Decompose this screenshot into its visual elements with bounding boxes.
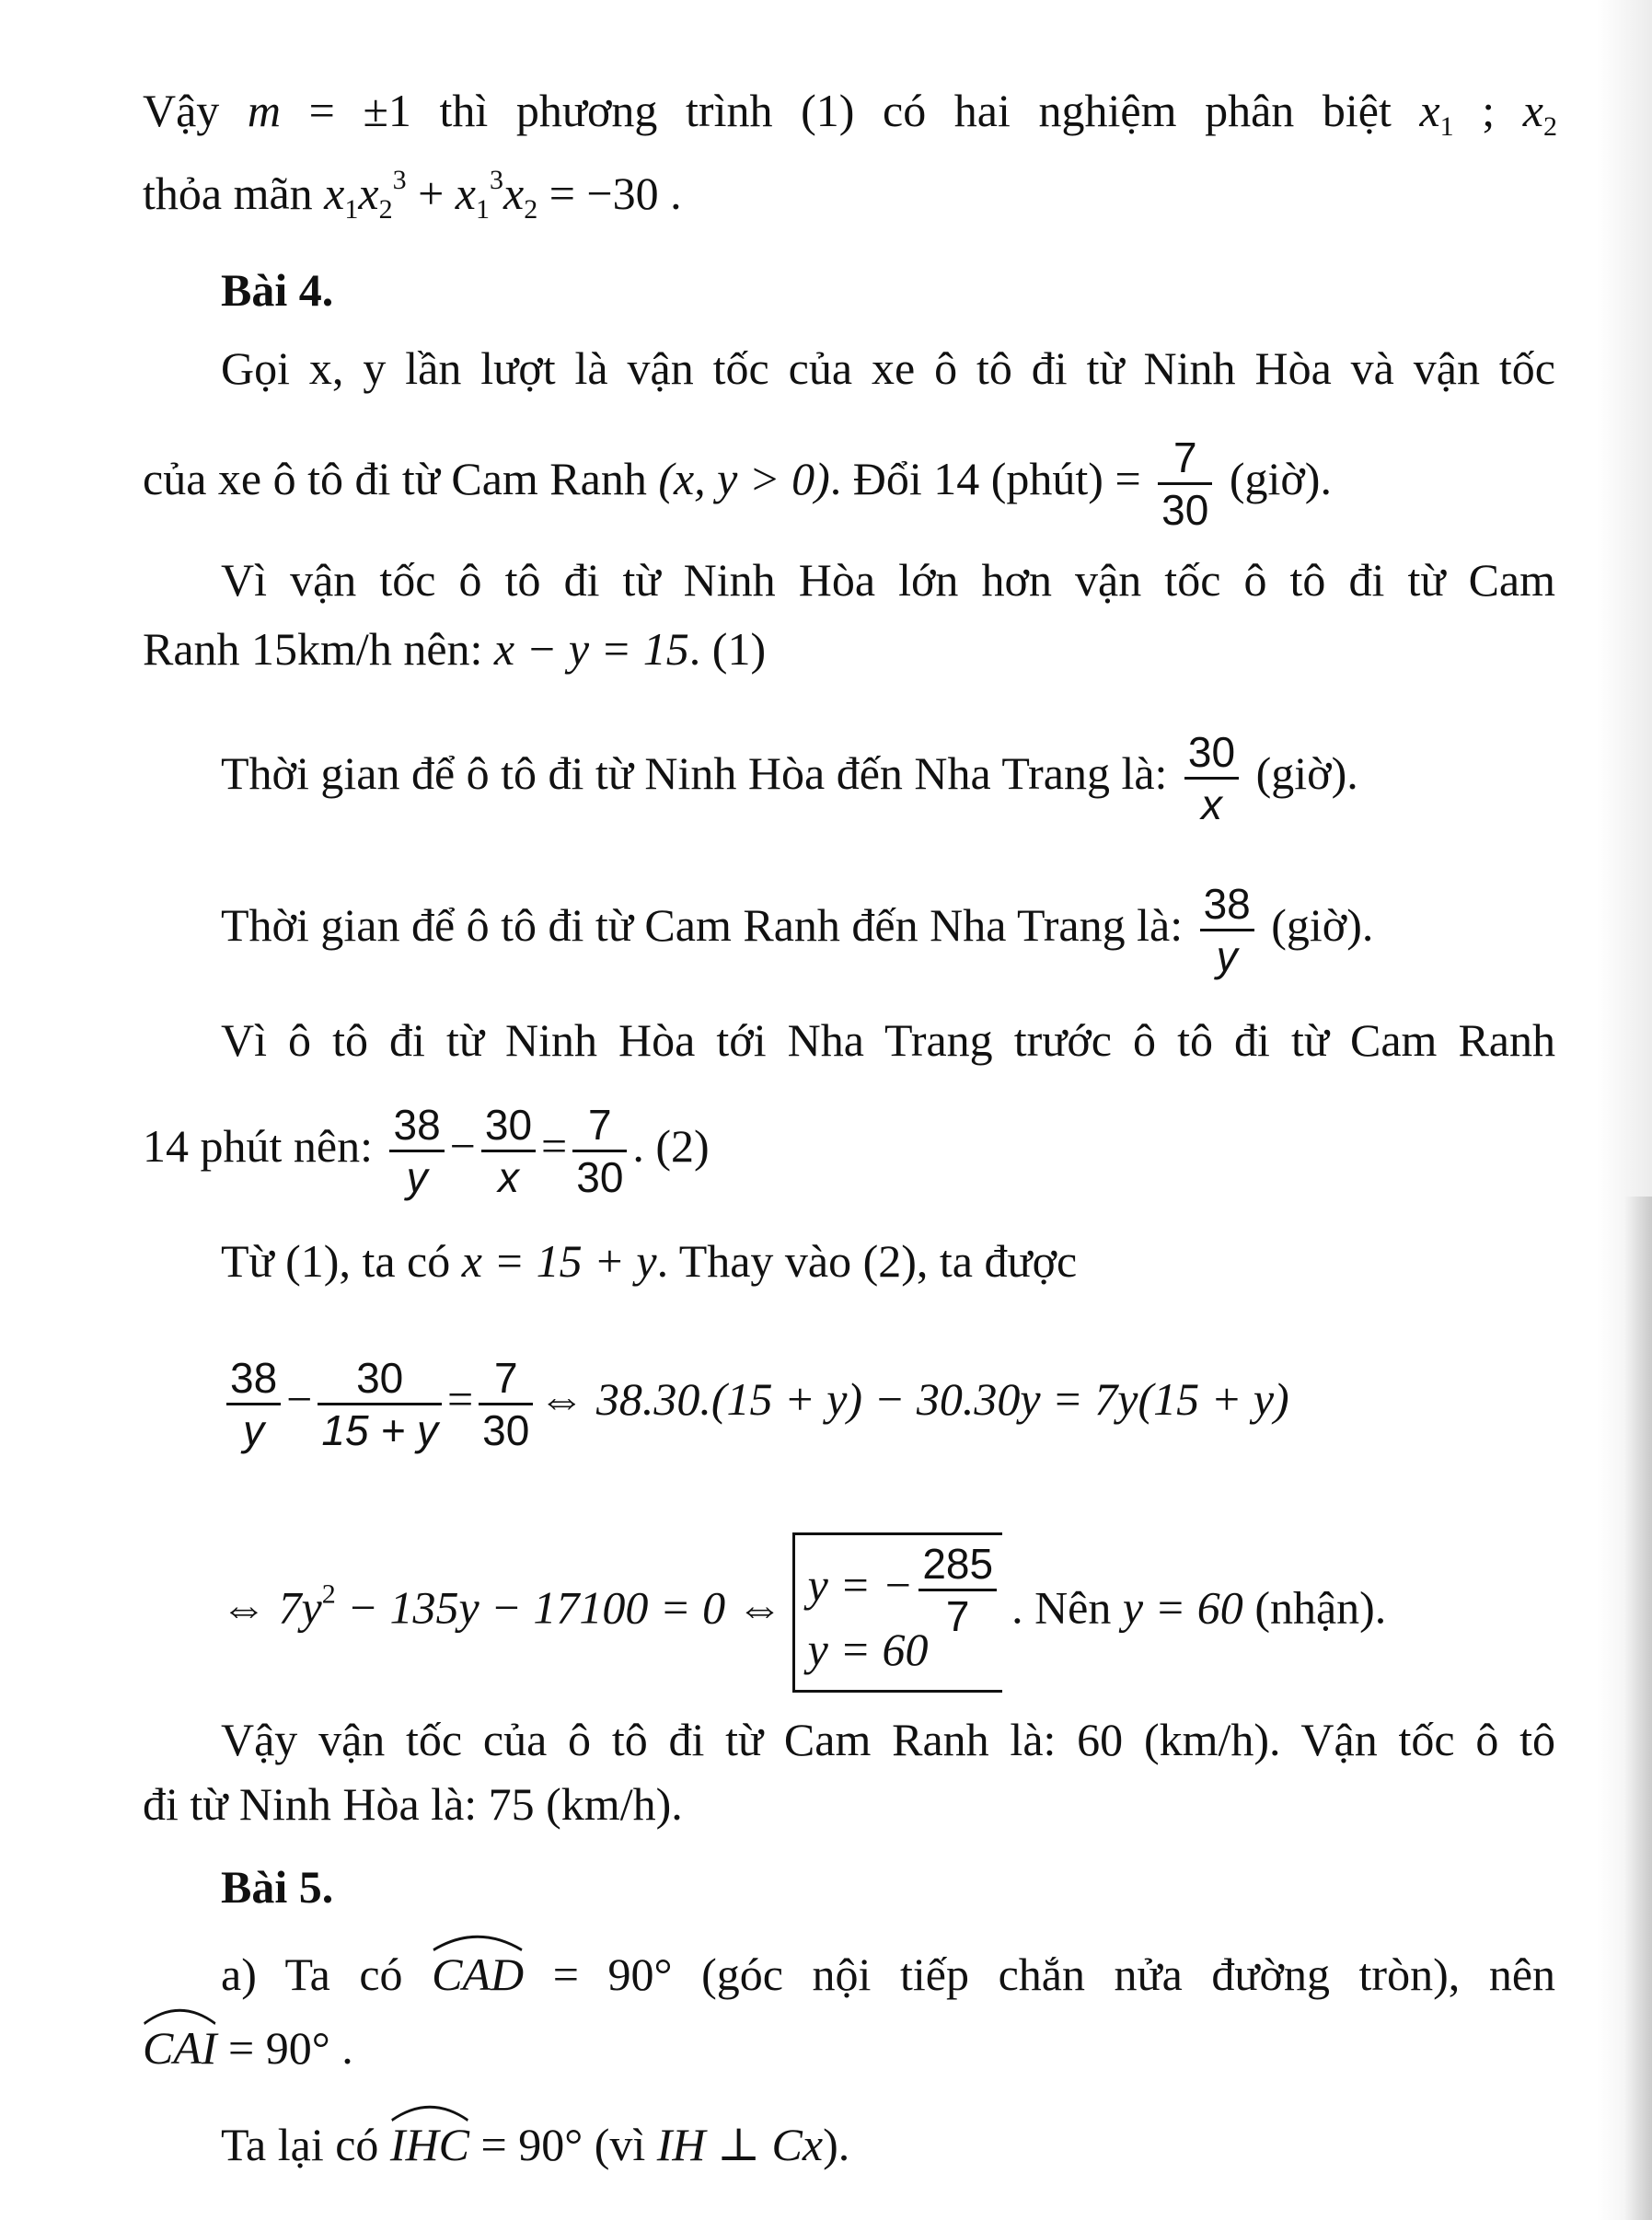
line-9 (221, 879, 1373, 981)
text: 14 phút nên: (143, 1119, 385, 1172)
condition: (x, y > 0) (658, 452, 830, 504)
line-16: đi từ Ninh Hòa là: 75 (km/h). (143, 1778, 683, 1830)
angle-label: CAD (432, 1948, 525, 2000)
fraction-38-y (1200, 879, 1254, 981)
text: (vì (583, 2119, 657, 2170)
line-19 (143, 2020, 353, 2075)
denominator: y (1216, 932, 1238, 980)
var-x: x (324, 168, 345, 219)
angle-label: CAI (143, 2022, 217, 2074)
solution-row (807, 1539, 1002, 1640)
rhs: = −30 (537, 168, 659, 219)
text: (nhận). (1242, 1581, 1387, 1634)
text: thì phương trình (1) có hai nghiệm phân biệt (410, 85, 1420, 136)
solution-bracket (792, 1532, 1002, 1693)
var-x: x (358, 168, 379, 219)
numerator: 38 (226, 1353, 281, 1405)
text: ). (823, 2119, 850, 2170)
heading-bai-5: Bài 5. (221, 1861, 334, 1913)
text: . (2) (632, 1119, 710, 1172)
denominator: 30 (482, 1406, 530, 1454)
arc-mark (390, 2100, 469, 2122)
denominator: 30 (1161, 486, 1209, 534)
fraction (226, 1353, 281, 1455)
line-14 (221, 1532, 1386, 1693)
denominator: 7 (945, 1592, 970, 1640)
fraction (481, 1100, 536, 1202)
text: a) Ta có (221, 1948, 433, 2000)
arc-mark (143, 2004, 217, 2026)
numerator: 7 (479, 1353, 533, 1405)
fraction (572, 1100, 627, 1202)
denominator: x (1201, 780, 1222, 828)
line-13 (221, 1353, 1289, 1455)
numerator: 285 (918, 1539, 997, 1591)
var-x: x (503, 168, 525, 219)
text: Thời gian để ô tô đi từ Ninh Hòa đến Nha Trang là: (221, 746, 1179, 799)
line-condition (143, 165, 682, 225)
minus: − (286, 1372, 313, 1425)
angle-ihc (390, 2117, 469, 2172)
line-11 (143, 1100, 710, 1202)
numerator: 7 (1158, 433, 1212, 485)
text: − 135y − 17100 = 0 ⇔ (335, 1581, 783, 1634)
fraction (389, 1100, 444, 1202)
fraction (318, 1353, 442, 1455)
result: y = 60 (1122, 1581, 1243, 1634)
subscript: 2 (1543, 111, 1557, 142)
var-m: m (247, 85, 282, 136)
angle-cad (432, 1947, 524, 2002)
subscript: 1 (475, 194, 490, 225)
var-x: x (1419, 85, 1440, 136)
line-conclusion-m (143, 83, 1557, 142)
text: (giờ). (1244, 746, 1358, 799)
numerator: 38 (389, 1100, 444, 1152)
equation: x = 15 + y (461, 1235, 657, 1287)
text: Thời gian để ô tô đi từ Cam Ranh đến Nha Trang là: (221, 898, 1195, 951)
dot: . (658, 168, 682, 219)
fraction-285-7 (918, 1539, 997, 1641)
equation: = 90° (524, 1948, 673, 2000)
superscript: 3 (489, 165, 503, 195)
fraction-7-30 (1158, 433, 1212, 535)
fraction-30-x (1184, 727, 1239, 829)
denominator: 15 + y (321, 1406, 438, 1454)
line-6: Vì vận tốc ô tô đi từ Ninh Hòa lớn hơn vận tốc ô tô đi từ Cam (221, 554, 1555, 606)
numerator: 30 (318, 1353, 442, 1405)
text: ⇔ 7y (221, 1581, 322, 1634)
equation: ⇔ 38.30.(15 + y) − 30.30y = 7y(15 + y) (538, 1372, 1289, 1425)
equals: = (446, 1372, 474, 1425)
text: (giờ). (1218, 452, 1332, 504)
solution-row: y = 60 (807, 1624, 929, 1675)
subscript: 2 (524, 194, 538, 225)
relation: IH ⊥ Cx (656, 2119, 824, 2170)
numerator: 30 (481, 1100, 536, 1152)
page-edge-shadow (1624, 1197, 1652, 2220)
arc-mark (432, 1930, 524, 1952)
numerator: 30 (1184, 727, 1239, 780)
fraction (479, 1353, 533, 1455)
denominator: y (406, 1153, 428, 1201)
text: Vậy (143, 85, 248, 136)
text: . Nên (1011, 1581, 1123, 1634)
equation-1: x − y = 15 (493, 623, 689, 675)
text: Ta lại có (221, 2119, 390, 2170)
text: Từ (1), ta có (221, 1235, 462, 1287)
equation: = 90° . (216, 2022, 353, 2074)
text: . Thay vào (2), ta được (656, 1235, 1078, 1287)
line-20 (221, 2117, 849, 2172)
text: . (1) (688, 623, 767, 675)
text: Ranh 15km/h nên: (143, 623, 494, 675)
equation: = 90° (469, 2119, 583, 2170)
superscript: 2 (321, 1578, 336, 1610)
subscript: 1 (344, 194, 359, 225)
denominator: x (497, 1153, 519, 1201)
angle-cai (143, 2020, 217, 2075)
text: (giờ). (1259, 898, 1374, 951)
plus: + (406, 168, 456, 219)
denominator: 30 (576, 1153, 624, 1201)
numerator: 38 (1200, 879, 1254, 931)
line-12 (221, 1233, 1077, 1289)
minus: − (449, 1119, 476, 1172)
line-18 (221, 1947, 1555, 2002)
line-5 (143, 433, 1332, 535)
angle-label: IHC (389, 2119, 470, 2170)
equals: = (541, 1119, 568, 1172)
var-x: x (1522, 85, 1543, 136)
line-8 (221, 727, 1358, 829)
line-7 (143, 621, 766, 676)
line-4: Gọi x, y lần lượt là vận tốc của xe ô tô đi từ Ninh Hòa và vận tốc (221, 342, 1555, 394)
line-10: Vì ô tô đi từ Ninh Hòa tới Nha Trang trước ô tô đi từ Cam Ranh (221, 1014, 1555, 1066)
text: của xe ô tô đi từ Cam Ranh (143, 452, 659, 504)
text: (góc nội tiếp chắn nửa đường tròn), nên (672, 1948, 1556, 2000)
superscript: 3 (392, 165, 407, 195)
value-m: = ±1 (281, 85, 411, 136)
numerator: 7 (572, 1100, 627, 1152)
subscript: 2 (378, 194, 393, 225)
denominator: y (243, 1406, 265, 1454)
heading-bai-4: Bài 4. (221, 264, 334, 316)
var-x: x (455, 168, 476, 219)
text: ; (1453, 85, 1523, 136)
line-15: Vậy vận tốc của ô tô đi từ Cam Ranh là: 60 (km/h). Vận tốc ô tô (221, 1714, 1555, 1765)
subscript: 1 (1439, 111, 1454, 142)
text: . Đổi 14 (phút) = (829, 452, 1153, 504)
text: thỏa mãn (143, 168, 325, 219)
text: y = − (807, 1558, 914, 1611)
